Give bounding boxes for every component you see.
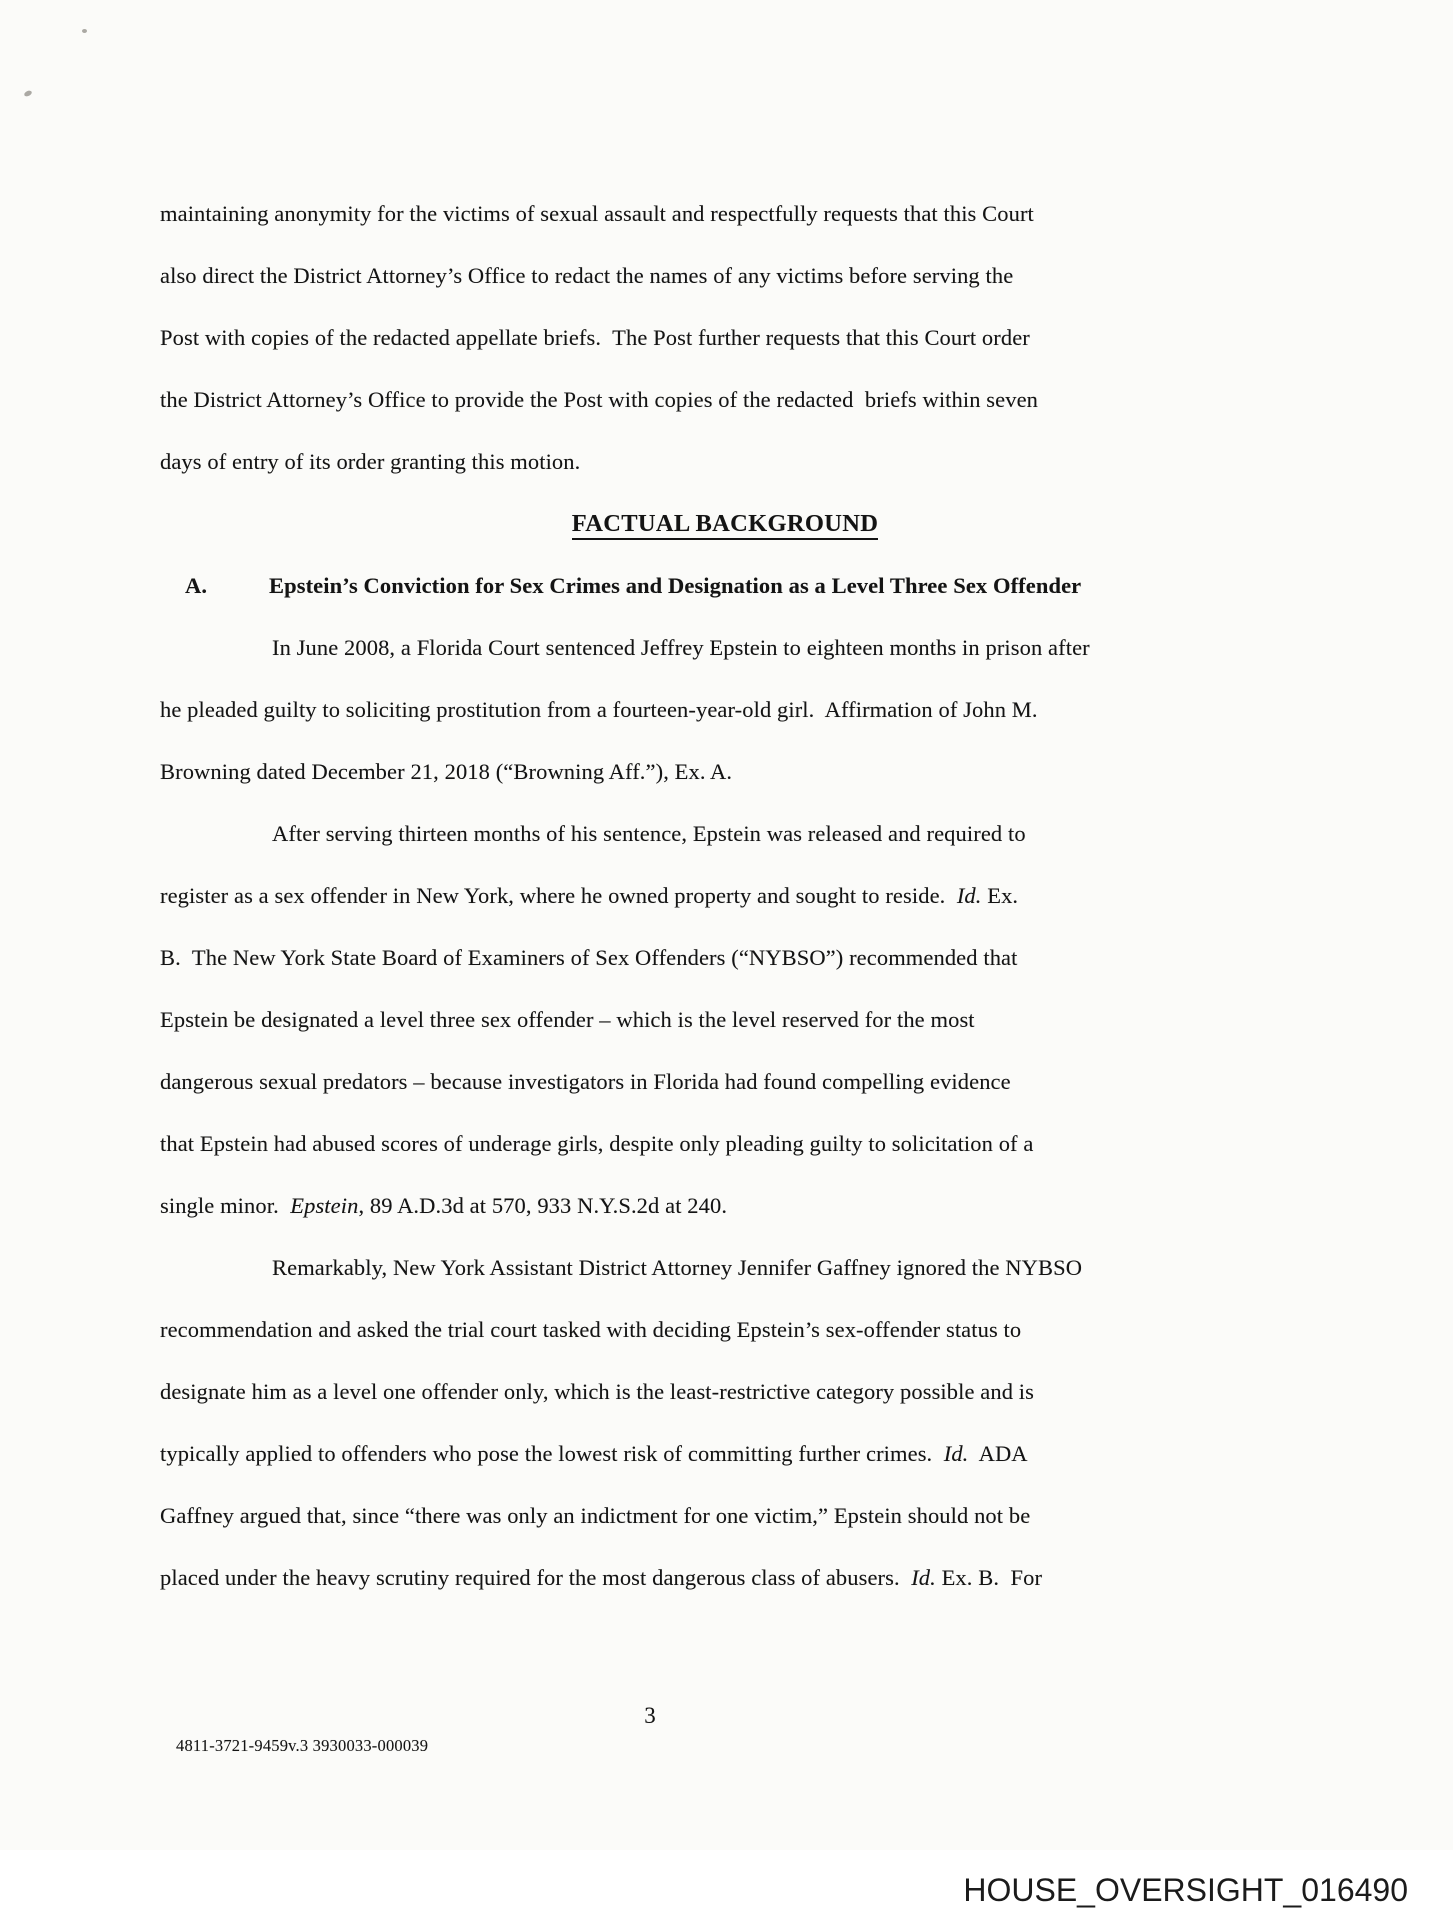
body-line: [160, 1175, 1238, 1237]
text-segment: Post with copies of the redacted appellate briefs. The Post further requests that this Court order: [160, 325, 1030, 350]
scan-speck: [82, 29, 87, 33]
body-line: [160, 1237, 1238, 1299]
body-line: [160, 369, 1238, 431]
body-line: [160, 741, 1238, 803]
text-segment: designate him as a level one offender only, which is the least-restrictive category possible and is: [160, 1379, 1035, 1404]
scan-speck: [23, 90, 32, 98]
text-segment: typically applied to offenders who pose the lowest risk of committing further crimes.: [160, 1441, 944, 1466]
text-segment: Gaffney argued that, since “there was only an indictment for one victim,” Epstein should not be: [160, 1503, 1031, 1528]
text-segment: FACTUAL BACKGROUND: [572, 510, 878, 540]
text-segment: days of entry of its order granting this motion.: [160, 449, 581, 474]
text-segment: , 89 A.D.3d at 570, 933 N.Y.S.2d at 240.: [358, 1193, 728, 1218]
body-line: [160, 865, 1238, 927]
text-segment: also direct the District Attorney’s Office to redact the names of any victims before serving the: [160, 263, 1014, 288]
docket-number: 4811-3721-9459v.3 3930033-000039: [176, 1736, 429, 1755]
body-line: [160, 1051, 1238, 1113]
text-segment: ADA: [968, 1441, 1028, 1466]
body-line: [160, 1113, 1238, 1175]
text-segment: Remarkably, New York Assistant District Attorney Jennifer Gaffney ignored the NYBSO: [272, 1255, 1083, 1280]
body-line: [160, 1547, 1238, 1609]
text-segment: Epstein’s Conviction for Sex Crimes and Designation as a Level Three Sex Offender: [269, 573, 1082, 598]
text-segment: Epstein: [290, 1193, 359, 1218]
body-line: [160, 617, 1238, 679]
text-segment: recommendation and asked the trial court tasked with deciding Epstein’s sex-offender status to: [160, 1317, 1022, 1342]
text-segment: Ex.: [981, 883, 1019, 908]
text-segment: Id.: [911, 1565, 936, 1590]
body-line: [160, 1423, 1238, 1485]
body-text: [160, 183, 1238, 1609]
body-line: [160, 989, 1238, 1051]
bates-stamp: HOUSE_OVERSIGHT_016490: [963, 1872, 1408, 1908]
text-segment: maintaining anonymity for the victims of sexual assault and respectfully requests that this Court: [160, 201, 1034, 226]
text-segment: register as a sex offender in New York, where he owned property and sought to reside.: [160, 883, 957, 908]
body-line: [160, 1485, 1238, 1547]
text-segment: Browning dated December 21, 2018 (“Browning Aff.”), Ex. A.: [160, 759, 733, 784]
text-segment: After serving thirteen months of his sentence, Epstein was released and required to: [272, 821, 1026, 846]
text-segment: placed under the heavy scrutiny required for the most dangerous class of abusers.: [160, 1565, 912, 1590]
text-segment: Epstein be designated a level three sex offender – which is the level reserved for the most: [160, 1007, 975, 1032]
text-segment: B. The New York State Board of Examiners of Sex Offenders (“NYBSO”) recommended that: [160, 945, 1018, 970]
body-line: [160, 245, 1238, 307]
section-heading: [160, 493, 1238, 555]
subsection-heading: [160, 555, 1238, 617]
text-segment: dangerous sexual predators – because investigators in Florida had found compelling evidence: [160, 1069, 1011, 1094]
body-line: [160, 1299, 1238, 1361]
body-line: [160, 1361, 1238, 1423]
body-line: [160, 183, 1238, 245]
body-line: [160, 927, 1238, 989]
body-line: [160, 307, 1238, 369]
body-line: [160, 679, 1238, 741]
body-line: [160, 803, 1238, 865]
page-number: 3: [644, 1703, 656, 1728]
text-segment: In June 2008, a Florida Court sentenced Jeffrey Epstein to eighteen months in prison after: [272, 635, 1090, 660]
text-segment: single minor.: [160, 1193, 291, 1218]
text-segment: he pleaded guilty to soliciting prostitution from a fourteen-year-old girl. Affirmation of John M.: [160, 697, 1038, 722]
text-segment: that Epstein had abused scores of underage girls, despite only pleading guilty to solicitation of a: [160, 1131, 1034, 1156]
text-segment: Id.: [956, 883, 982, 908]
text-segment: Ex. B. For: [935, 1565, 1043, 1590]
text-segment: the District Attorney’s Office to provide the Post with copies of the redacted briefs within seven: [160, 387, 1039, 412]
text-segment: Id.: [943, 1441, 969, 1466]
body-line: [160, 431, 1238, 493]
subsection-label: A.: [185, 573, 208, 598]
